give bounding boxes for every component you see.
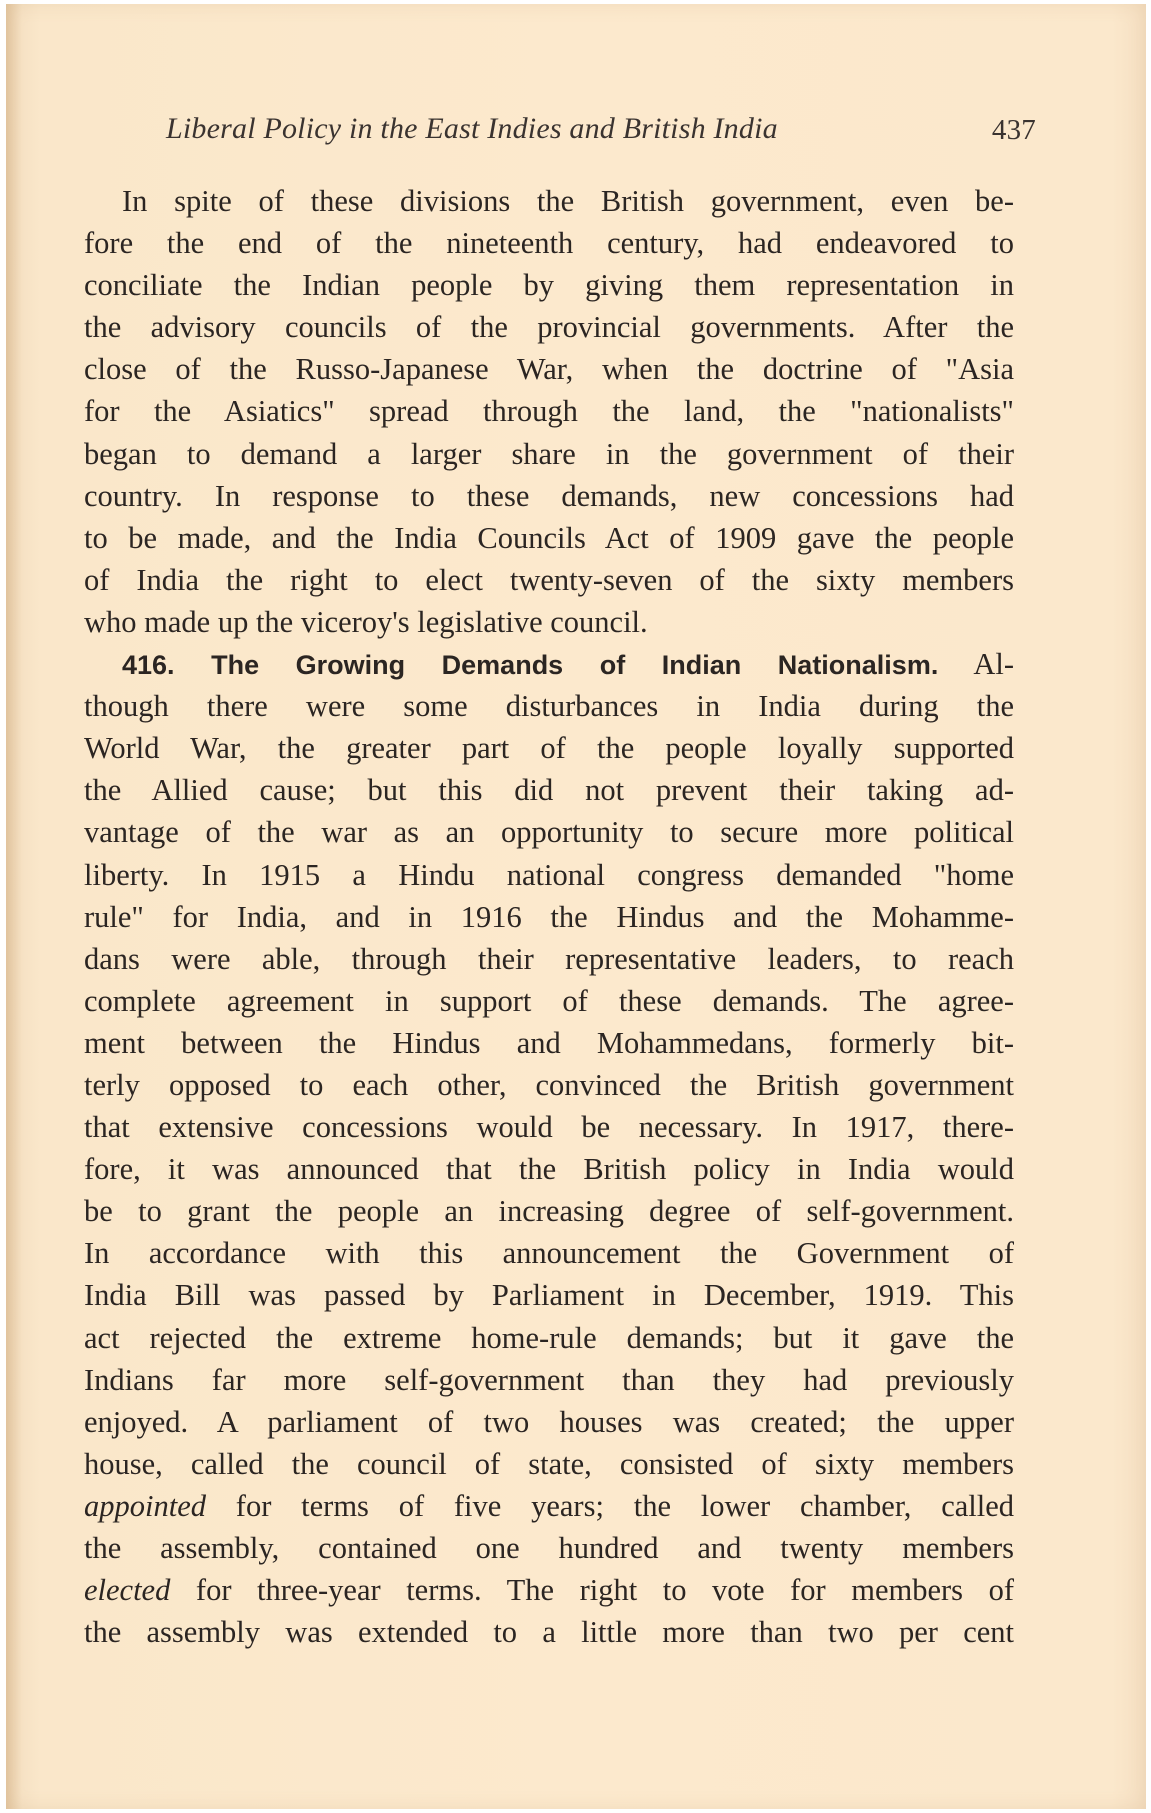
- text-line-appointed: [84, 1485, 1014, 1527]
- text-line: In spite of these divisions the British government, even be-: [122, 184, 1014, 218]
- page-number: 437: [991, 114, 1036, 146]
- text-line: complete agreement in support of these demands. The agree-: [84, 983, 1014, 1018]
- italic-word-appointed: appointed: [84, 1488, 206, 1523]
- text-line: rule" for India, and in 1916 the Hindus and the Mohamme-: [84, 899, 1014, 934]
- text-line: close of the Russo-Japanese War, when the doctrine of "Asia: [84, 352, 1014, 387]
- text-line: dans were able, through their representative leaders, to reach: [84, 941, 1014, 976]
- text-line: vantage of the war as an opportunity to secure more political: [84, 815, 1014, 850]
- text-line-elected: [84, 1569, 1014, 1611]
- text-line: though there were some disturbances in India during the: [84, 689, 1014, 724]
- section-first-line-rest: Al-: [973, 647, 1014, 682]
- text-line: Indians far more self-government than they had previously: [84, 1362, 1014, 1397]
- text-line: conciliate the Indian people by giving them representation in: [84, 268, 1014, 303]
- paragraph-intro: [84, 180, 1014, 643]
- text-line: act rejected the extreme home-rule demands; but it gave the: [84, 1320, 1014, 1355]
- text-line: the Allied cause; but this did not prevent their taking ad-: [84, 773, 1014, 808]
- text-line: house, called the council of state, consisted of sixty members: [84, 1446, 1014, 1481]
- text-line: World War, the greater part of the people loyally supported: [84, 731, 1014, 766]
- book-page: [6, 4, 1146, 1809]
- section-416: [84, 643, 1014, 1653]
- section-first-line: [84, 643, 1014, 685]
- text-line: India Bill was passed by Parliament in December, 1919. This: [84, 1278, 1014, 1313]
- text-line: country. In response to these demands, new concessions had: [84, 478, 1014, 513]
- text-line: In accordance with this announcement the Government of: [84, 1236, 1014, 1271]
- body-text: [84, 180, 1014, 1653]
- text-line: fore, it was announced that the British policy in India would: [84, 1152, 1014, 1187]
- text-line: the assembly, contained one hundred and twenty members: [84, 1531, 1014, 1565]
- text-line: the advisory councils of the provincial governments. After the: [84, 310, 1014, 345]
- text-line: for the Asiatics" spread through the land, the "nationalists": [84, 394, 1014, 429]
- text-line: began to demand a larger share in the government of their: [84, 436, 1014, 471]
- text-line: ment between the Hindus and Mohammedans, formerly bit-: [84, 1025, 1014, 1060]
- text-line-rest: for terms of five years; the lower chamber, called: [235, 1488, 1014, 1523]
- text-line: fore the end of the nineteenth century, had endeavored to: [84, 226, 1014, 261]
- text-line: the assembly was extended to a little more than two per cent: [84, 1615, 1014, 1650]
- text-line: of India the right to elect twenty-seven of the sixty members: [84, 562, 1014, 597]
- section-heading: 416. The Growing Demands of Indian Nationalism.: [122, 650, 939, 681]
- text-line: liberty. In 1915 a Hindu national congress demanded "home: [84, 857, 1014, 892]
- text-line: be to grant the people an increasing degree of self-government.: [84, 1194, 1014, 1229]
- text-line: that extensive concessions would be necessary. In 1917, there-: [84, 1110, 1014, 1145]
- text-line: terly opposed to each other, convinced the British government: [84, 1067, 1014, 1102]
- text-line: who made up the viceroy's legislative council.: [84, 604, 648, 639]
- text-line: to be made, and the India Councils Act of 1909 gave the people: [84, 520, 1014, 555]
- text-line: enjoyed. A parliament of two houses was created; the upper: [84, 1404, 1014, 1439]
- text-line-rest: for three-year terms. The right to vote for members of: [195, 1573, 1014, 1608]
- running-head: [166, 112, 1036, 152]
- italic-word-elected: elected: [84, 1573, 171, 1608]
- running-head-title: Liberal Policy in the East Indies and British India: [166, 112, 778, 145]
